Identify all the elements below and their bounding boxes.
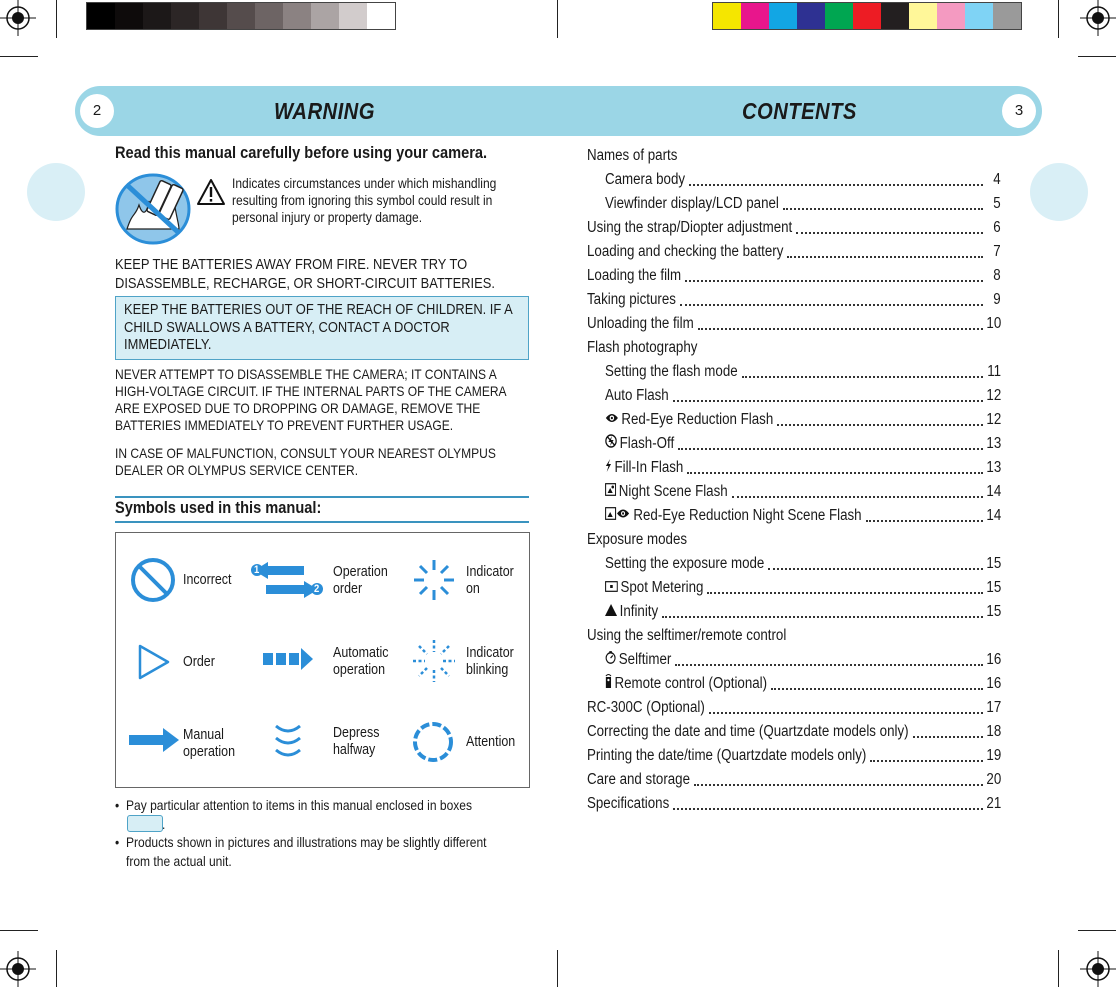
toc-leader-dots xyxy=(783,208,983,210)
toc-entry-label: Auto Flash xyxy=(605,387,669,404)
toc-entry[interactable] xyxy=(587,144,1001,168)
toc-leader-dots xyxy=(685,280,983,282)
toc-entry[interactable] xyxy=(587,504,1001,528)
toc-entry-label: Setting the exposure mode xyxy=(605,555,765,572)
depress-halfway-icon xyxy=(272,722,304,760)
gray-swatch xyxy=(171,3,199,29)
crop-mark xyxy=(0,930,38,931)
toc-entry[interactable] xyxy=(587,168,1001,192)
table-of-contents xyxy=(587,144,1001,816)
gray-swatch xyxy=(87,3,115,29)
toc-entry-page: 15 xyxy=(986,555,1001,572)
gray-swatch xyxy=(283,3,311,29)
symbol-label-manual-operation: Manual operation xyxy=(183,727,236,760)
note-attention-boxes: Pay particular attention to items in this manual enclosed in boxes xyxy=(126,797,473,813)
red-eye-icon xyxy=(605,408,619,432)
crop-mark xyxy=(1078,930,1116,931)
crop-mark xyxy=(1078,56,1116,57)
toc-entry-label: Printing the date/time (Quartzdate models only) xyxy=(587,747,867,764)
symbol-label-order: Order xyxy=(183,654,215,670)
toc-entry-label: Red-Eye Reduction Flash xyxy=(605,408,773,432)
toc-entry[interactable] xyxy=(587,288,1001,312)
toc-entry-page: 12 xyxy=(986,411,1001,428)
toc-entry[interactable] xyxy=(587,192,1001,216)
night-scene-icon xyxy=(605,480,616,504)
gray-swatch xyxy=(339,3,367,29)
warning-symbol-text: Indicates circumstances under which mishandling resulting from ignoring this symbol could result in personal injury or property damage. xyxy=(232,175,497,225)
page-title-contents: CONTENTS xyxy=(742,98,857,124)
color-swatch xyxy=(825,3,853,29)
toc-leader-dots xyxy=(680,304,983,306)
manual-operation-arrow-icon xyxy=(129,728,179,752)
toc-leader-dots xyxy=(662,616,983,618)
crop-mark xyxy=(557,0,558,38)
symbol-label-attention: Attention xyxy=(466,734,516,750)
toc-entry-page: 12 xyxy=(986,387,1001,404)
toc-leader-dots xyxy=(742,376,983,378)
note-bullet-2: • xyxy=(115,834,120,850)
night-red-eye-icon xyxy=(605,504,631,528)
toc-entry-label: Loading the film xyxy=(587,267,682,284)
toc-entry[interactable] xyxy=(587,480,1001,504)
toc-entry-label: Viewfinder display/LCD panel xyxy=(605,195,779,212)
toc-leader-dots xyxy=(771,688,983,690)
gray-swatch xyxy=(227,3,255,29)
color-swatch xyxy=(909,3,937,29)
toc-leader-dots xyxy=(678,448,983,450)
grayscale-color-bar xyxy=(86,2,396,30)
toc-entry[interactable] xyxy=(587,408,1001,432)
toc-entry-label: Flash photography xyxy=(587,339,698,356)
toc-entry[interactable] xyxy=(587,384,1001,408)
symbol-label-indicator-blinking: Indicator blinking xyxy=(466,645,514,678)
toc-entry[interactable] xyxy=(587,696,1001,720)
toc-entry[interactable] xyxy=(587,624,1001,648)
toc-entry[interactable] xyxy=(587,720,1001,744)
registration-mark-bottom-left-icon xyxy=(0,951,36,987)
sample-highlight-box xyxy=(127,815,166,832)
automatic-operation-icon xyxy=(263,648,313,670)
symbol-label-operation-order: Operation order xyxy=(333,564,388,597)
toc-leader-dots xyxy=(673,400,983,402)
step-marker-2: 2 xyxy=(314,583,320,595)
toc-entry-label: Loading and checking the battery xyxy=(587,243,784,260)
lead-text: Read this manual carefully before using your camera. xyxy=(115,143,488,162)
toc-entry-label: Using the selftimer/remote control xyxy=(587,627,787,644)
toc-entry-page: 7 xyxy=(993,243,1001,260)
toc-entry-label: Flash-Off xyxy=(605,432,674,456)
toc-leader-dots xyxy=(796,232,983,234)
toc-leader-dots xyxy=(709,712,983,714)
toc-entry-label: Setting the flash mode xyxy=(605,363,738,380)
color-swatch xyxy=(993,3,1021,29)
toc-entry-page: 14 xyxy=(986,507,1001,524)
flash-off-icon xyxy=(605,432,617,456)
toc-leader-dots xyxy=(707,592,983,594)
toc-leader-dots xyxy=(787,256,983,258)
toc-entry[interactable] xyxy=(587,792,1001,816)
toc-leader-dots xyxy=(694,784,983,786)
toc-entry-page: 16 xyxy=(986,651,1001,668)
gray-swatch xyxy=(367,3,395,29)
toc-leader-dots xyxy=(687,472,983,474)
crop-mark xyxy=(1058,0,1059,38)
color-swatch xyxy=(797,3,825,29)
toc-entry-label: Selftimer xyxy=(605,648,671,672)
order-triangle-icon xyxy=(137,643,171,681)
toc-leader-dots xyxy=(698,328,983,330)
attention-circle-icon xyxy=(411,720,455,764)
gray-swatch xyxy=(115,3,143,29)
side-tab-left xyxy=(27,163,85,221)
remote-icon xyxy=(605,672,612,696)
page-number-right: 3 xyxy=(1002,94,1036,128)
battery-fire-warning: KEEP THE BATTERIES AWAY FROM FIRE. NEVER TRY TO DISASSEMBLE, RECHARGE, OR SHORT-CIRCUIT BATTERIES. xyxy=(115,256,495,292)
symbols-heading: Symbols used in this manual: xyxy=(115,498,322,517)
gray-swatch xyxy=(199,3,227,29)
toc-entry-page: 10 xyxy=(986,315,1001,332)
symbol-label-automatic-operation: Automatic operation xyxy=(333,645,389,678)
toc-entry[interactable] xyxy=(587,768,1001,792)
crop-mark xyxy=(1058,950,1059,987)
crop-mark xyxy=(56,950,57,987)
toc-leader-dots xyxy=(866,520,983,522)
toc-entry-page: 18 xyxy=(986,723,1001,740)
toc-entry-label: Names of parts xyxy=(587,147,678,164)
toc-entry-label: Fill-In Flash xyxy=(605,456,683,480)
toc-leader-dots xyxy=(689,184,983,186)
infinity-mountain-icon xyxy=(605,600,617,624)
flash-icon xyxy=(605,456,612,480)
toc-entry[interactable] xyxy=(587,648,1001,672)
symbol-label-indicator-on: Indicator on xyxy=(466,564,514,597)
toc-entry-page: 8 xyxy=(993,267,1001,284)
toc-entry-label: Taking pictures xyxy=(587,291,676,308)
toc-entry-page: 9 xyxy=(993,291,1001,308)
toc-entry-page: 20 xyxy=(986,771,1001,788)
registration-mark-bottom-right-icon xyxy=(1080,951,1116,987)
toc-entry-label: Spot Metering xyxy=(605,576,703,600)
color-swatch xyxy=(853,3,881,29)
toc-entry[interactable] xyxy=(587,240,1001,264)
selftimer-icon xyxy=(605,648,616,672)
toc-entry-page: 17 xyxy=(986,699,1001,716)
toc-entry-page: 13 xyxy=(986,435,1001,452)
toc-entry-label: Care and storage xyxy=(587,771,691,788)
color-swatch xyxy=(965,3,993,29)
side-tab-right xyxy=(1030,163,1088,221)
toc-entry-label: Exposure modes xyxy=(587,531,688,548)
color-swatch xyxy=(741,3,769,29)
gray-swatch xyxy=(255,3,283,29)
toc-entry[interactable] xyxy=(587,312,1001,336)
page-title-warning: WARNING xyxy=(274,98,375,124)
toc-entry[interactable] xyxy=(587,528,1001,552)
toc-entry-label: RC-300C (Optional) xyxy=(587,699,705,716)
color-swatch xyxy=(881,3,909,29)
toc-leader-dots xyxy=(913,736,983,738)
header-band xyxy=(75,86,1042,136)
gray-swatch xyxy=(311,3,339,29)
crop-mark xyxy=(56,0,57,38)
toc-entry[interactable] xyxy=(587,576,1001,600)
toc-entry-page: 15 xyxy=(986,579,1001,596)
toc-entry[interactable] xyxy=(587,432,1001,456)
warning-triangle-icon xyxy=(196,178,226,206)
toc-entry-page: 21 xyxy=(986,795,1001,812)
gray-swatch xyxy=(143,3,171,29)
crop-mark xyxy=(0,56,38,57)
toc-entry-label: Remote control (Optional) xyxy=(605,672,767,696)
process-color-bar xyxy=(712,2,1022,30)
step-marker-1: 1 xyxy=(254,564,260,576)
toc-entry-page: 4 xyxy=(993,171,1001,188)
toc-leader-dots xyxy=(768,568,983,570)
toc-entry[interactable] xyxy=(587,744,1001,768)
toc-entry[interactable] xyxy=(587,264,1001,288)
toc-entry-label: Using the strap/Diopter adjustment xyxy=(587,219,793,236)
toc-entry-page: 13 xyxy=(986,459,1001,476)
toc-entry-label: Unloading the film xyxy=(587,315,694,332)
toc-entry-page: 5 xyxy=(993,195,1001,212)
note-bullet-1: • xyxy=(115,797,120,813)
toc-leader-dots xyxy=(673,808,983,810)
battery-children-warning: KEEP THE BATTERIES OUT OF THE REACH OF CHILDREN. IF A CHILD SWALLOWS A BATTERY, CONTACT A DOCTOR IMMEDIATELY. xyxy=(124,301,513,353)
registration-mark-top-right-icon xyxy=(1080,0,1116,36)
crop-mark xyxy=(557,950,558,987)
symbol-label-incorrect: Incorrect xyxy=(183,572,232,588)
indicator-blinking-icon xyxy=(410,637,458,685)
toc-entry-label: Red-Eye Reduction Night Scene Flash xyxy=(605,504,862,528)
toc-entry-page: 14 xyxy=(986,483,1001,500)
no-fire-battery-icon xyxy=(113,171,193,247)
note-attention-boxes-end: . xyxy=(162,816,166,832)
toc-entry-label: Correcting the date and time (Quartzdate models only) xyxy=(587,723,909,740)
symbols-rule-bottom xyxy=(115,521,529,523)
toc-entry-label: Infinity xyxy=(605,600,658,624)
note-illustrations: Products shown in pictures and illustrations may be slightly different from the actual unit. xyxy=(126,834,487,869)
toc-entry-page: 15 xyxy=(986,603,1001,620)
toc-leader-dots xyxy=(732,496,983,498)
registration-mark-top-left-icon xyxy=(0,0,36,36)
toc-entry[interactable] xyxy=(587,360,1001,384)
toc-leader-dots xyxy=(777,424,983,426)
incorrect-prohibition-icon xyxy=(130,557,176,603)
disassemble-warning: NEVER ATTEMPT TO DISASSEMBLE THE CAMERA; IT CONTAINS A HIGH-VOLTAGE CIRCUIT. IF THE INTERNAL PARTS OF THE CAMERA ARE EXPOSED DUE TO DROPPING OR DAMAGE, REMOVE THE BATTERIES IMMEDIATELY TO PREVENT FURTHER USAGE. xyxy=(115,366,507,433)
toc-entry[interactable] xyxy=(587,672,1001,696)
toc-leader-dots xyxy=(675,664,983,666)
indicator-on-icon xyxy=(410,556,458,604)
toc-entry-page: 6 xyxy=(993,219,1001,236)
page-number-left: 2 xyxy=(80,94,114,128)
toc-leader-dots xyxy=(870,760,983,762)
toc-entry[interactable] xyxy=(587,216,1001,240)
spot-metering-icon xyxy=(605,576,618,600)
malfunction-note: IN CASE OF MALFUNCTION, CONSULT YOUR NEAREST OLYMPUS DEALER OR OLYMPUS SERVICE CENTER. xyxy=(115,445,496,478)
color-swatch xyxy=(769,3,797,29)
toc-entry-label: Night Scene Flash xyxy=(605,480,728,504)
toc-entry[interactable] xyxy=(587,552,1001,576)
toc-entry[interactable] xyxy=(587,600,1001,624)
toc-entry[interactable] xyxy=(587,336,1001,360)
toc-entry-page: 16 xyxy=(986,675,1001,692)
toc-entry-label: Camera body xyxy=(605,171,686,188)
toc-entry[interactable] xyxy=(587,456,1001,480)
toc-entry-page: 11 xyxy=(987,363,1001,380)
toc-entry-label: Specifications xyxy=(587,795,670,812)
color-swatch xyxy=(713,3,741,29)
toc-entry-page: 19 xyxy=(986,747,1001,764)
symbol-label-depress-halfway: Depress halfway xyxy=(333,725,380,758)
color-swatch xyxy=(937,3,965,29)
